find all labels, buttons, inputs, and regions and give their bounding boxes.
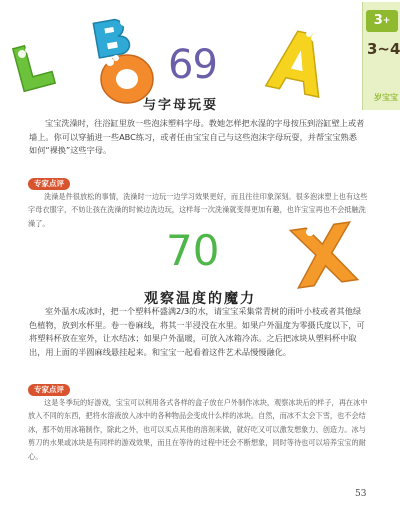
activity-title-70: 观察温度的魔力: [144, 291, 256, 307]
expert-tip-label-69: 专家点评: [28, 178, 70, 190]
page-number: 53: [355, 489, 367, 499]
expert-tip-text-70: 这是冬季玩的好游戏，宝宝可以利用各式各样的盒子放在户外制作冰块，观察冰块后的样子，再在冰中放入不同的东西，把将水溶液放入冰中的各种物品会变成什么样的冰块。自然，而冰不太会下雪，也不会结冰，那不妨用冰箱制作，除此之外，也可以买点其他的溶剂来做，就好吃又可以激发想象力、创造力。冰与剪刀的水果或冰块是有同样的游戏效果，而且在等待的过程中还会不断想象，同时等待也可以培养宝宝的耐心。: [28, 398, 368, 461]
activity-title-69: 与字母玩耍: [143, 98, 219, 113]
foam-letter-x-icon: [288, 220, 360, 290]
activity-description-69: 宝宝洗澡时，往浴缸里放一些泡沫塑料字母。教她怎样把水湿的字母按压到浴缸壁上或者墙上。你可以穿插进一些ABC练习，或者任由宝宝自己与这些泡沫字母玩耍，并帮宝宝熟悉如何“裸换”这些字母。: [29, 118, 365, 155]
age-unit: 岁宝宝: [374, 93, 398, 102]
age-badge-number: 3: [373, 13, 383, 28]
foam-letter-a-icon: [265, 28, 331, 100]
age-side-tab: [362, 2, 400, 110]
age-badge: [366, 10, 398, 32]
activity-number-69: 69: [168, 42, 217, 88]
age-range: 3~4: [367, 40, 400, 58]
expert-tip-text-69: 洗澡是件很放松的事情，洗澡时一边玩一边学习效果更好，而且往往印象深刻。很多泡沫塑上也有这些字母衣服字，不妨让孩在洗澡的时候边洗边玩，这样每一次洗澡就变得更加有趣，也许宝宝再也不会抵触洗澡了。: [28, 192, 368, 228]
expert-tip-label-70: 专家点评: [28, 384, 70, 396]
activity-description-70: 室外温水成冰时，把一个塑料杯盛满2/3的水，请宝宝采集常青树的雨叶小枝或者其他绿色植物，放到水杯里。卷一卷麻线，将其一半浸没在水里。如果户外温度为零摄氏度以下，可将塑料杯放在室外，让水结冰；如果户外温暖，可放入冰箱冷冻。之后把冰块从塑料杯中取出，用上面的半圆麻线悬挂起来。和宝宝一起看着这件艺术品慢慢融化。: [29, 306, 365, 357]
age-badge-plus: +: [382, 16, 391, 26]
foam-letter-l-icon: [8, 36, 60, 96]
activity-number-70: 70: [166, 226, 220, 275]
